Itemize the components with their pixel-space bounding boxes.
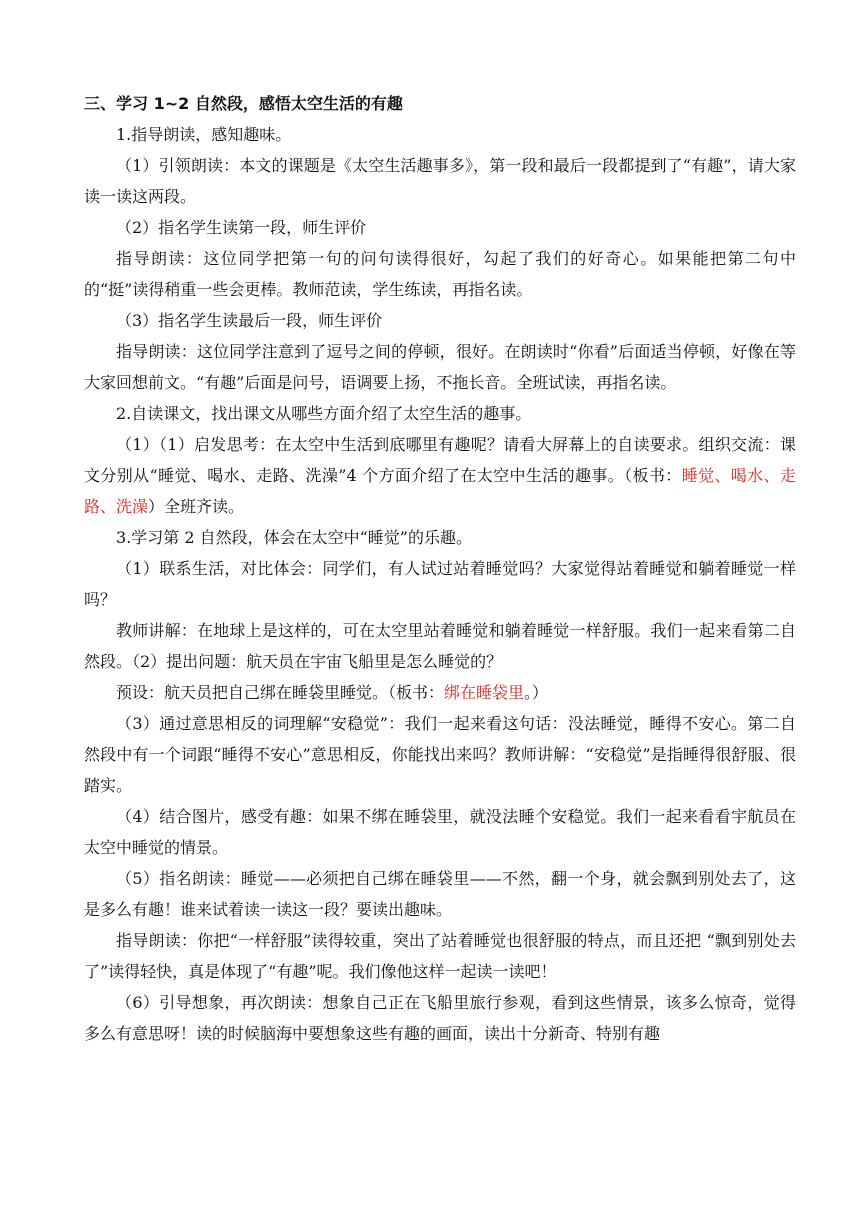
paragraph-4: 指导朗读：这位同学把第一句的问句读得很好，勾起了我们的好奇心。如果能把第二句中的“挺”读得稍重一些会更棒。教师范读，学生练读，再指名读。 (84, 249, 796, 299)
paragraph-8-text-b: ）全班齐读。 (148, 497, 245, 516)
paragraph-6: 指导朗读：这位同学注意到了逗号之间的停顿，很好。在朗读时“你看”后面适当停顿，好像在等大家回想前文。“有趣”后面是问号，语调要上扬，不拖长音。全班试读，再指名读。 (84, 342, 796, 392)
paragraph-12-text-a: 预设：航天员把自己绑在睡袋里睡觉。（板书： (116, 683, 445, 702)
paragraph-11: 教师讲解：在地球上是这样的，可在太空里站着睡觉和躺着睡觉一样舒服。我们一起来看第二自然段。（2）提出问题：航天员在宇宙飞船里是怎么睡觉的？ (84, 621, 796, 671)
paragraph-12 (84, 677, 796, 708)
paragraph-1: 1.指导朗读，感知趣味。 (116, 125, 292, 144)
paragraph-3: （2）指名学生读第一段，师生评价 (116, 218, 367, 237)
paragraph-15: （5）指名朗读：睡觉——必须把自己绑在睡袋里——不然，翻一个身，就会飘到别处去了，这是多么有趣！谁来试着读一读这一段？要读出趣味。 (84, 869, 796, 919)
board-writing-highlight: 睡觉、喝水、走路、洗澡 (84, 466, 796, 516)
paragraph-14: （4）结合图片，感受有趣：如果不绑在睡袋里，就没法睡个安稳觉。我们一起来看看宇航员在太空中睡觉的情景。 (84, 807, 796, 857)
paragraph-8 (84, 429, 796, 522)
paragraph-2: （1）引领朗读：本文的课题是《太空生活趣事多》，第一段和最后一段都提到了“有趣”，请大家读一读这两段。 (84, 156, 796, 206)
paragraph-7: 2.自读课文，找出课文从哪些方面介绍了太空生活的趣事。 (116, 404, 532, 423)
paragraph-5: （3）指名学生读最后一段，师生评价 (116, 311, 383, 330)
paragraph-8-text-a: （1）（1）启发思考：在太空中生活到底哪里有趣呢？请看大屏幕上的自读要求。组织交流：课文分别从“睡觉、喝水、走路、洗澡”4 个方面介绍了在太空中生活的趣事。（板书： (84, 435, 796, 485)
paragraph-10: （1）联系生活，对比体会：同学们，有人试过站着睡觉吗？大家觉得站着睡觉和躺着睡觉一样吗？ (84, 559, 796, 609)
section-title: 三、学习 1~2 自然段，感悟太空生活的有趣 (84, 94, 403, 113)
board-writing-highlight-2: 绑在睡袋里 (444, 683, 525, 702)
paragraph-13: （3）通过意思相反的词理解“安稳觉”：我们一起来看这句话：没法睡觉，睡得不安心。第二自然段中有一个词跟“睡得不安心”意思相反，你能找出来吗？教师讲解：“安稳觉”是指睡得很舒服、很踏实。 (84, 714, 796, 795)
paragraph-9: 3.学习第 2 自然段，体会在太空中“睡觉”的乐趣。 (116, 528, 472, 547)
paragraph-16: 指导朗读：你把“一样舒服”读得较重，突出了站着睡觉也很舒服的特点，而且还把 “飘到别处去了”读得轻快，真是体现了“有趣”呢。我们像他这样一起读一读吧！ (84, 931, 796, 981)
document-page (84, 88, 796, 1049)
paragraph-17: （6）引导想象，再次朗读：想象自己正在飞船里旅行参观，看到这些情景，该多么惊奇，觉得多么有意思呀！读的时候脑海中要想象这些有趣的画面，读出十分新奇、特别有趣 (84, 993, 796, 1043)
paragraph-12-text-b: 。） (524, 683, 549, 702)
